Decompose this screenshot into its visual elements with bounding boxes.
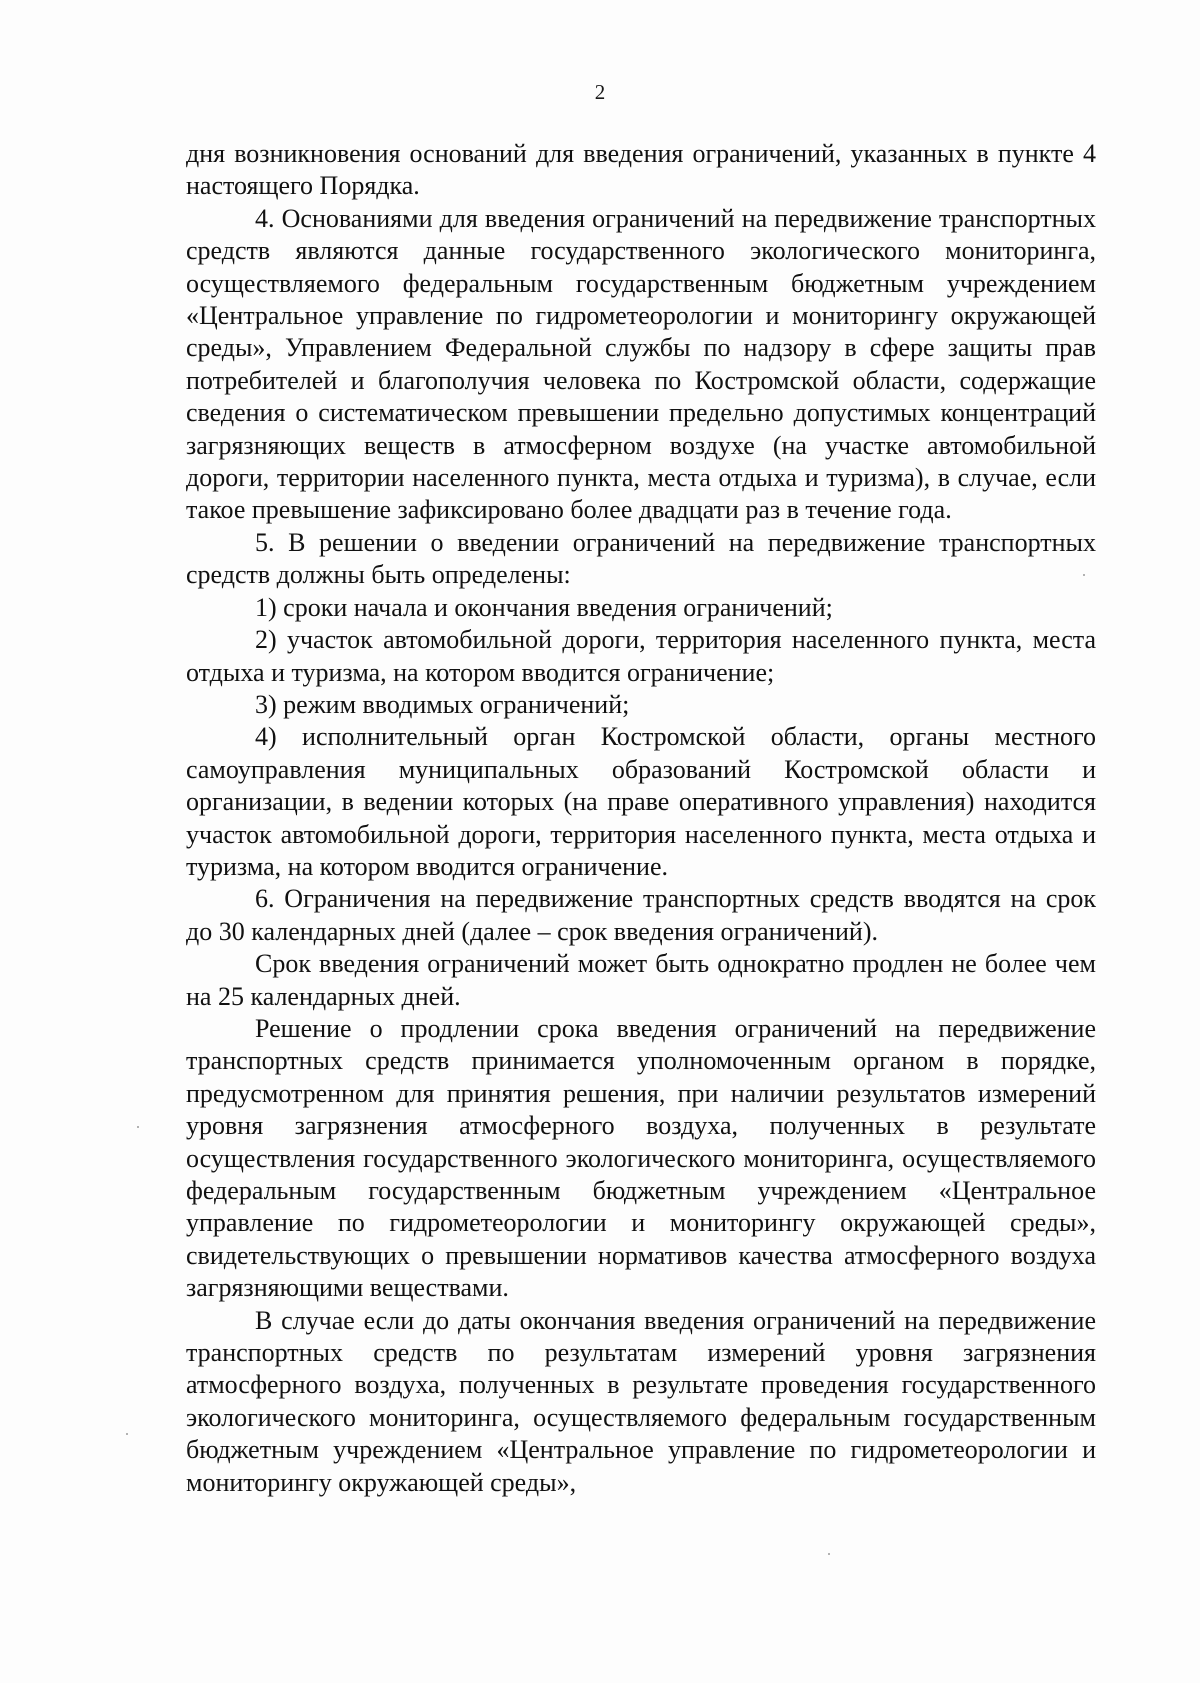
scan-speck xyxy=(137,1126,139,1128)
paragraph-item-5: 5. В решении о введении ограничений на передвижение транспортных средств должны быть определены: xyxy=(186,527,1096,590)
subitem-2: 2) участок автомобильной дороги, территория населенного пункта, места отдыха и туризма, на котором вводится ограничение; xyxy=(186,625,1096,687)
paragraph-item-6: 6. Ограничения на передвижение транспортных средств вводятся на срок до 30 календарных дней (далее – срок введения ограничений). xyxy=(186,884,1096,946)
subitem-1: 1) сроки начала и окончания введения ограничений; xyxy=(255,592,833,622)
scan-speck xyxy=(828,1553,830,1555)
subitem-4: 4) исполнительный орган Костромской области, органы местного самоуправления муниципальных образований Костромской области и организации, в ведении которых (на праве оперативного управления) находится участок автомобильной дороги, территория населенного пункта, места отдыха и туризма, на котором вводится ограничение. xyxy=(186,722,1096,881)
paragraph-extension-term: Срок введения ограничений может быть однократно продлен не более чем на 25 календарных дней. xyxy=(186,949,1096,1011)
scan-speck xyxy=(126,1433,128,1435)
page-number: 2 xyxy=(594,80,606,104)
scan-speck xyxy=(1083,574,1085,576)
subitem-3: 3) режим вводимых ограничений; xyxy=(255,689,630,719)
paragraph-continuation: дня возникновения оснований для введения ограничений, указанных в пункте 4 настоящего Порядка. xyxy=(186,139,1096,201)
paragraph-early-termination: В случае если до даты окончания введения ограничений на передвижение транспортных средств по результатам измерений уровня загрязнения атмосферного воздуха, полученных в результате проведения государственного экологического мониторинга, осуществляемого федеральным государственным бюджетным учреждением «Центральное управление по гидрометеорологии и мониторингу окружающей среды», xyxy=(186,1305,1096,1497)
paragraph-extension-decision: Решение о продлении срока введения ограничений на передвижение транспортных средств принимается уполномоченным органом в порядке, предусмотренном для принятия решения, при наличии результатов измерений уровня загрязнения атмосферного воздуха, полученных в результате осуществления государственного экологического мониторинга, осуществляемого федеральным государственным бюджетным учреждением «Центральное управление по гидрометеорологии и мониторингу окружающей среды», свидетельствующих о превышении нормативов качества атмосферного воздуха загрязняющими веществами. xyxy=(186,1013,1096,1303)
paragraph-item-4: 4. Основаниями для введения ограничений на передвижение транспортных средств являются данные государственного экологического мониторинга, осуществляемого федеральным государственным бюджетным учреждением «Центральное управление по гидрометеорологии и мониторингу окружающей среды», Управлением Федеральной службы по надзору в сфере защиты прав потребителей и благополучия человека по Костромской области, содержащие сведения о систематическом превышении предельно допустимых концентраций загрязняющих веществ в атмосферном воздухе (на участке автомобильной дороги, территории населенного пункта, места отдыха и туризма), в случае, если такое превышение зафиксировано более двадцати раз в течение года. xyxy=(186,203,1096,525)
document-body xyxy=(186,138,1096,1499)
